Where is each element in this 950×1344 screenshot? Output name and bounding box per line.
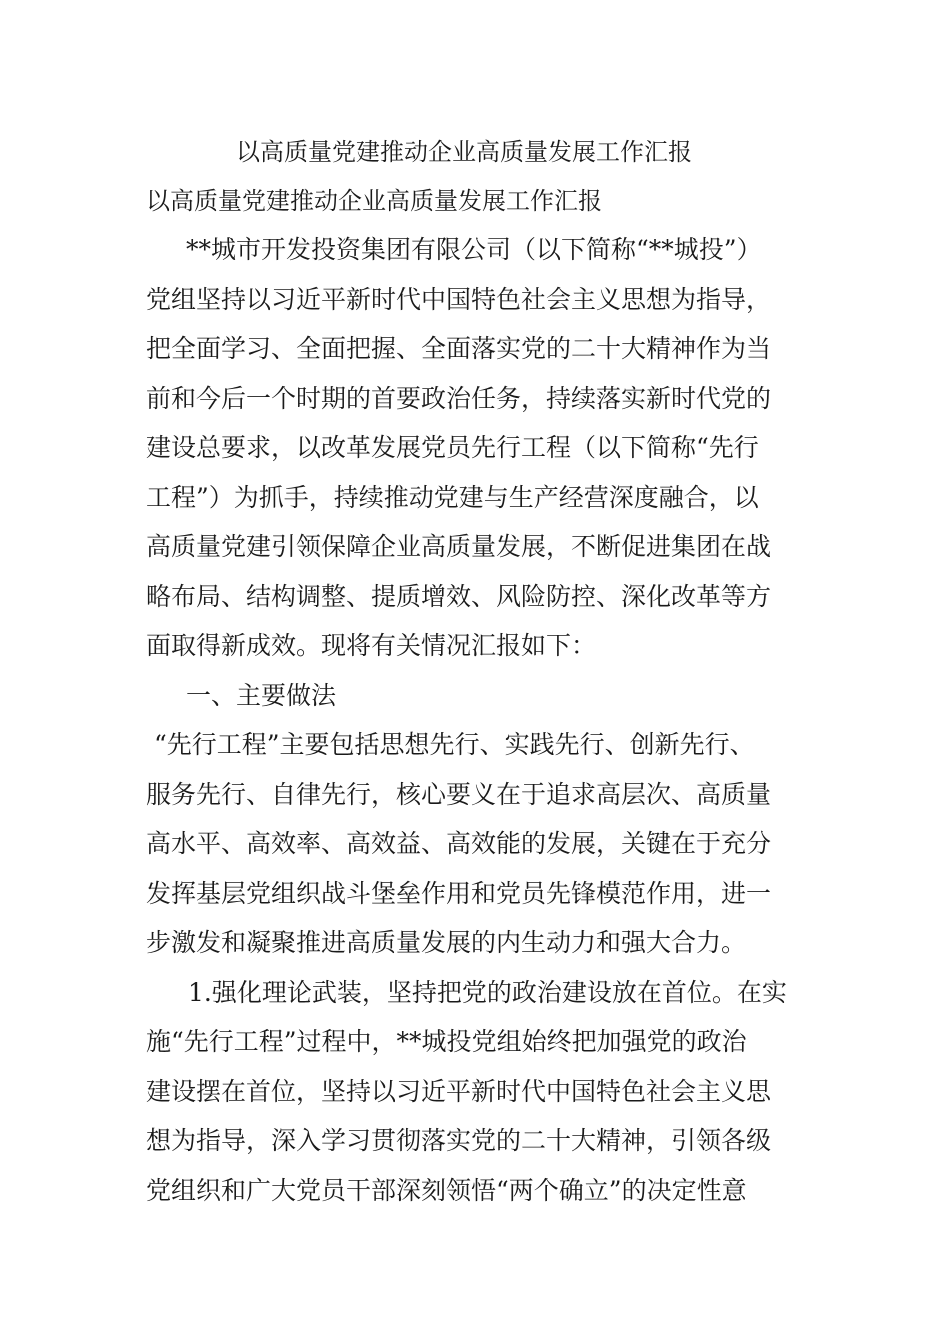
paragraph-line: 服务先行、自律先行，核心要义在于追求高层次、高质量	[146, 780, 772, 809]
paragraph-line: 发挥基层党组织战斗堡垒作用和党员先锋模范作用，进一	[146, 879, 772, 908]
paragraph-line: 施“先行工程”过程中，**城投党组始终把加强党的政治	[146, 1027, 747, 1056]
paragraph-line: 建设总要求，以改革发展党员先行工程（以下简称“先行	[146, 433, 759, 462]
paragraph-line: 工程”）为抓手，持续推动党建与生产经营深度融合，以	[146, 483, 759, 512]
paragraph-line: 步激发和凝聚推进高质量发展的内生动力和强大合力。	[146, 928, 747, 957]
paragraph-line: 党组织和广大党员干部深刻领悟“两个确立”的决定性意	[146, 1176, 747, 1205]
paragraph-line: 高水平、高效率、高效益、高效能的发展，关键在于充分	[146, 829, 772, 858]
section-heading: 一、主要做法	[186, 681, 337, 710]
paragraph-line: 建设摆在首位，坚持以习近平新时代中国特色社会主义思	[146, 1077, 772, 1106]
paragraph-line: 把全面学习、全面把握、全面落实党的二十大精神作为当	[146, 334, 772, 363]
paragraph-line: 高质量党建引领保障企业高质量发展，不断促进集团在战	[146, 532, 772, 561]
paragraph-line: 1.强化理论武装，坚持把党的政治建设放在首位。在实	[188, 978, 787, 1007]
paragraph-line: 党组坚持以习近平新时代中国特色社会主义思想为指导，	[146, 285, 772, 314]
paragraph-line: **城市开发投资集团有限公司（以下简称“**城投”）	[186, 235, 762, 264]
paragraph-line: “先行工程”主要包括思想先行、实践先行、创新先行、	[154, 730, 755, 759]
paragraph-line: 想为指导，深入学习贯彻落实党的二十大精神，引领各级	[146, 1126, 772, 1155]
paragraph-line: 前和今后一个时期的首要政治任务，持续落实新时代党的	[146, 384, 772, 413]
document-title-left: 以高质量党建推动企业高质量发展工作汇报	[146, 187, 602, 215]
paragraph-line: 面取得新成效。现将有关情况汇报如下：	[146, 631, 597, 660]
paragraph-line: 略布局、结构调整、提质增效、风险防控、深化改革等方	[146, 582, 772, 611]
document-title-centered: 以高质量党建推动企业高质量发展工作汇报	[236, 138, 692, 166]
